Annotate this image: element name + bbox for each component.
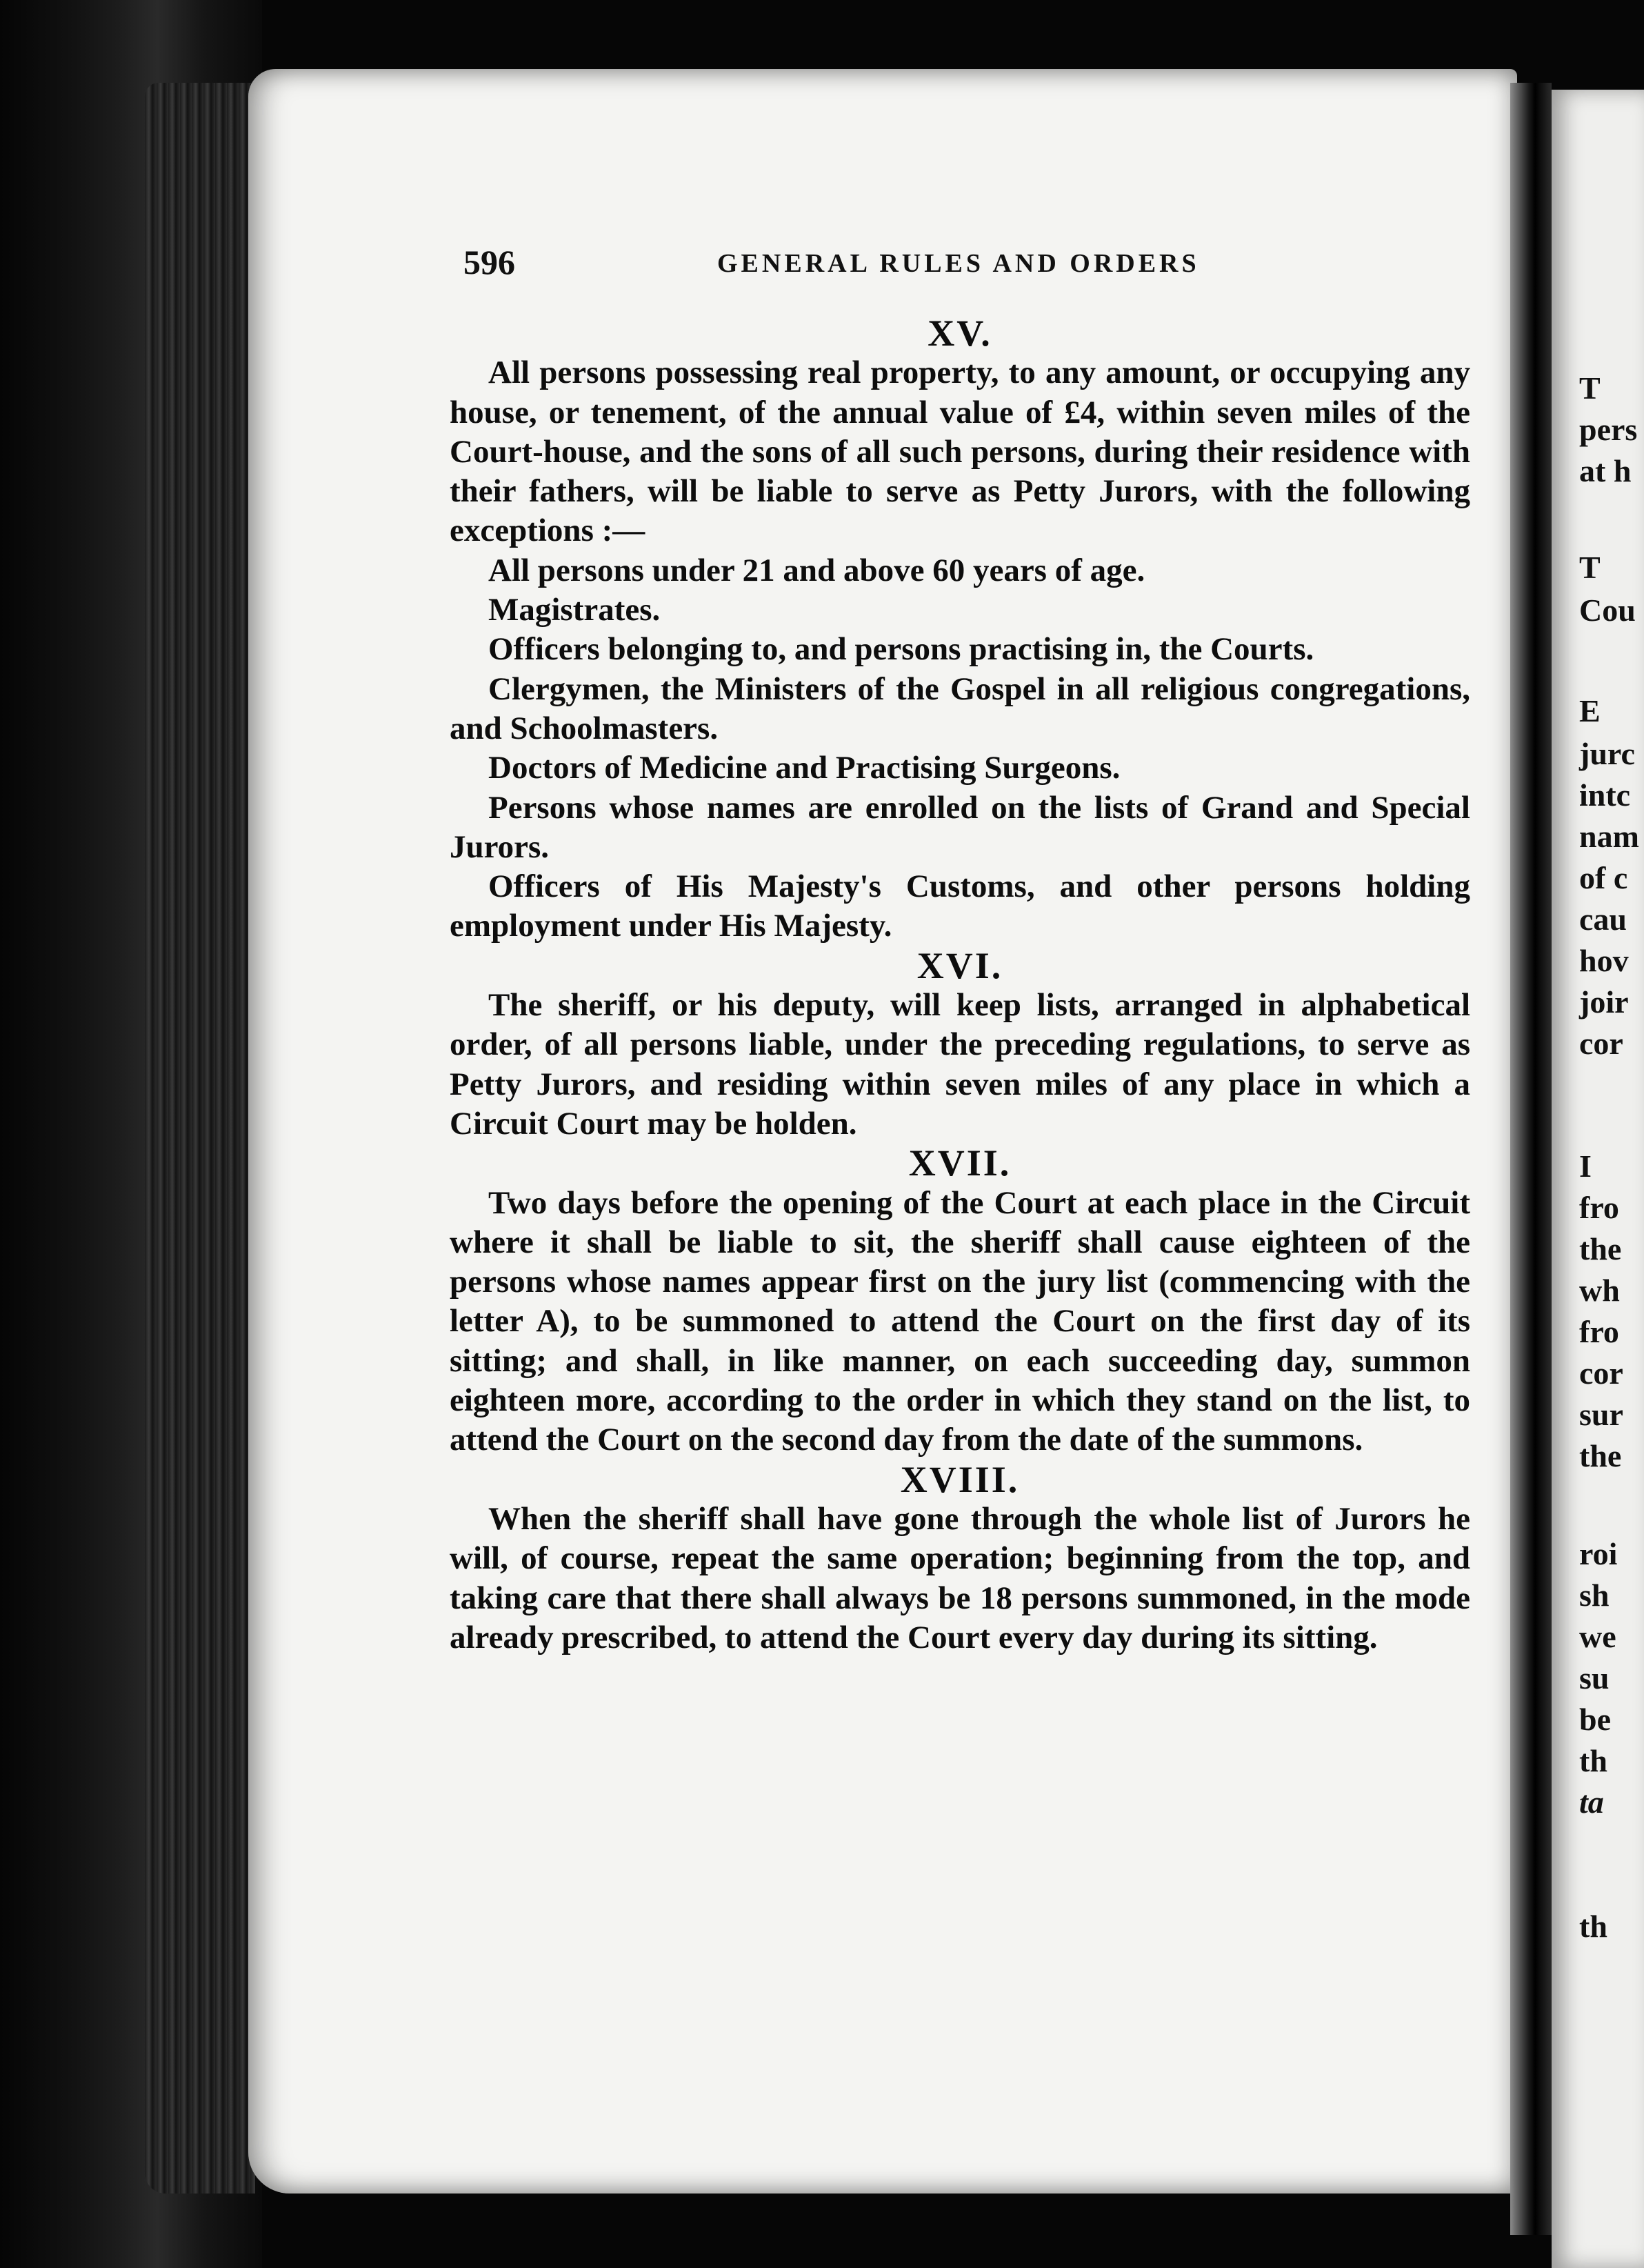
paragraph: Two days before the opening of the Court at each place in the Circuit where it shall be liable to sit, the sheriff shall cause eighteen of the persons whose names appear first on the jury list (commencing with the letter A), to be summoned to attend the Court on the first day of its sitting; and shall, in like manner, on each succeeding day, summon eighteen more, according to the order in which they stand on the list, to attend the Court on the second day from the date of the summons. xyxy=(450,1184,1470,1458)
section-heading: XVI. xyxy=(916,944,1003,986)
facing-page-fragment: joir xyxy=(1579,984,1629,1019)
facing-page-fragment: cau xyxy=(1579,902,1627,937)
paragraph: The sheriff, or his deputy, will keep lists, arranged in alphabetical order, of all persons liable, under the preceding regulations, to serve as Petty Jurors, and residing within seven miles of any place in which a Circuit Court may be holden. xyxy=(450,987,1470,1142)
page-number: 596 xyxy=(463,243,515,281)
facing-page-fragment: the xyxy=(1579,1231,1622,1266)
facing-page-fragment: cor xyxy=(1579,1355,1623,1391)
exception-item: Officers belonging to, and persons practising in, the Courts. xyxy=(488,631,1314,668)
facing-page-fragment: the xyxy=(1579,1438,1622,1473)
facing-page-fragment: E xyxy=(1579,693,1601,728)
paragraph: When the sheriff shall have gone through the whole list of Jurors he will, of course, repeat the same operation; beginning from the top, and taking care that there shall always be 18 persons summoned, in the mode already prescribed, to attend the Court every day during its sitting. xyxy=(450,1500,1470,1655)
facing-page-fragment: wh xyxy=(1579,1273,1620,1308)
facing-page-fragment: T xyxy=(1579,550,1601,585)
section-heading: XVII. xyxy=(908,1142,1012,1184)
facing-page-fragment: I xyxy=(1579,1148,1592,1184)
section-xv xyxy=(450,314,1470,946)
facing-page-fragment: of c xyxy=(1579,860,1628,895)
facing-page-fragment: we xyxy=(1579,1619,1616,1654)
paragraph: All persons possessing real property, to any amount, or occupying any house, or tenement, of the annual value of £4, within seven miles of the Court-house, and the sons of all such persons, during their residence with their fathers, will be liable to serve as Petty Jurors, with the following exceptions :— xyxy=(450,355,1470,549)
exception-item: Magistrates. xyxy=(488,592,661,628)
facing-page-fragment: pers xyxy=(1579,412,1638,447)
facing-page-fragment: intc xyxy=(1579,777,1631,813)
facing-page-fragment: fro xyxy=(1579,1314,1619,1349)
page-body xyxy=(450,314,1470,1658)
facing-page-fragment: sh xyxy=(1579,1578,1610,1613)
page-edges xyxy=(145,83,255,2194)
section-xvii xyxy=(450,1144,1470,1460)
section-heading: XVIII. xyxy=(900,1458,1020,1500)
facing-page-fragment: T xyxy=(1579,370,1601,406)
facing-page-fragment: fro xyxy=(1579,1190,1619,1225)
facing-page-fragment: hov xyxy=(1579,943,1629,978)
exception-item: Clergymen, the Ministers of the Gospel in all religious congregations, and Schoolmasters. xyxy=(450,670,1470,746)
facing-page-fragment: th xyxy=(1579,1909,1607,1944)
section-xvi xyxy=(450,946,1470,1144)
facing-page-fragment: ta xyxy=(1579,1784,1604,1820)
exception-item: Doctors of Medicine and Practising Surgeons. xyxy=(488,750,1121,786)
facing-page-fragment: at h xyxy=(1579,453,1632,488)
section-heading: XV. xyxy=(928,312,992,354)
facing-page-fragment: be xyxy=(1579,1702,1611,1737)
facing-page-fragment: sur xyxy=(1579,1397,1623,1432)
running-header xyxy=(463,245,1236,286)
exception-item: Persons whose names are enrolled on the lists of Grand and Special Jurors. xyxy=(450,789,1470,865)
exception-item: All persons under 21 and above 60 years of age. xyxy=(488,552,1145,588)
facing-page-fragment: roi xyxy=(1579,1536,1618,1571)
facing-page-fragment: Cou xyxy=(1579,593,1636,628)
exception-item: Officers of His Majesty's Customs, and other persons holding employment under His Majesty. xyxy=(450,868,1470,944)
facing-page-fragment: nam xyxy=(1579,819,1639,854)
page-gutter xyxy=(1510,83,1552,2235)
running-title: GENERAL RULES AND ORDERS xyxy=(717,249,1200,278)
facing-page-fragment: th xyxy=(1579,1743,1607,1778)
section-xviii xyxy=(450,1460,1470,1658)
facing-page-fragment: su xyxy=(1579,1660,1610,1695)
facing-page-fragment: jurc xyxy=(1579,736,1635,771)
facing-page-fragment: cor xyxy=(1579,1026,1623,1061)
